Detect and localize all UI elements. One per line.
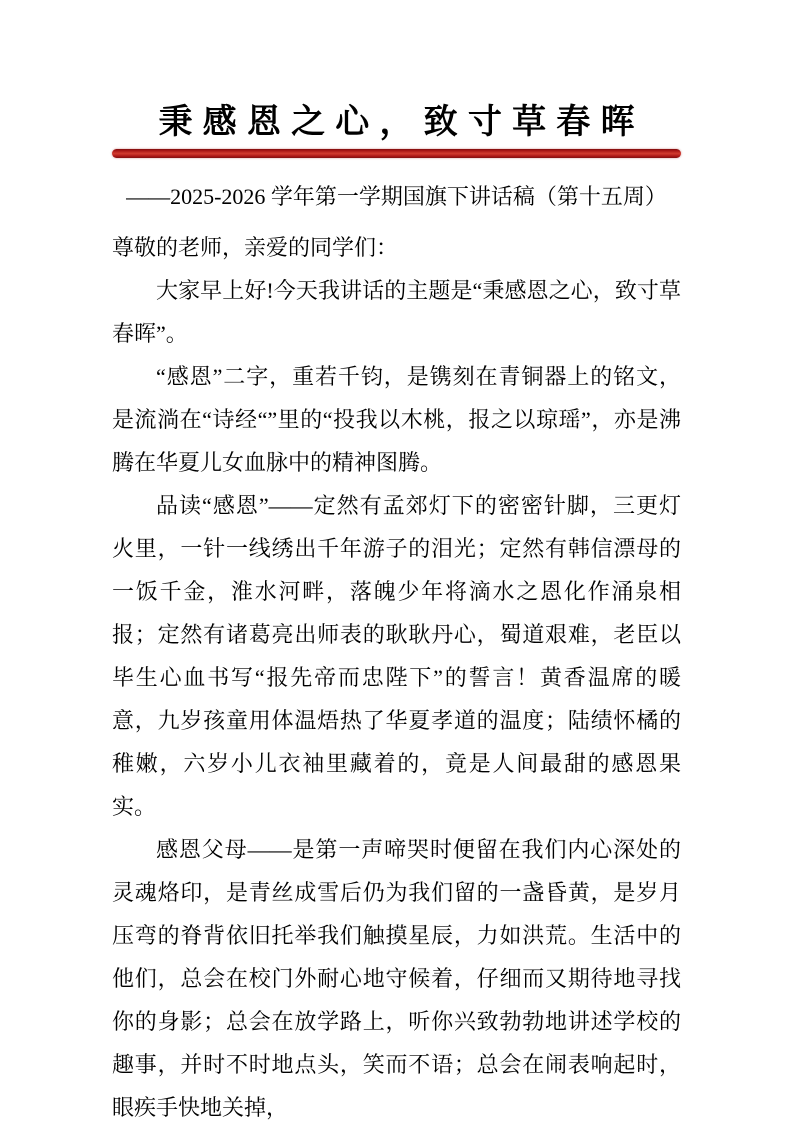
document-subtitle: ——2025-2026 学年第一学期国旗下讲话稿（第十五周） [126, 184, 667, 209]
salutation-line: 尊敬的老师，亲爱的同学们： [112, 235, 399, 260]
paragraph-gratitude-meaning: “感恩”二字，重若千钧，是镌刻在青铜器上的铭文，是流淌在“诗经“”里的“投我以木桃，报之以琼瑶”，亦是沸腾在华夏儿女血脉中的精神图腾。 [112, 364, 681, 475]
document-body [112, 226, 681, 1129]
paragraph-historical-examples: 品读“感恩”——定然有孟郊灯下的密密针脚，三更灯火里，一针一线绣出千年游子的泪光；定然有韩信漂母的一饭千金，淮水河畔，落魄少年将滴水之恩化作涌泉相报；定然有诸葛亮出师表的耿耿丹心，蜀道艰难，老臣以毕生心血书写“报先帝而忠陛下”的誓言！黄香温席的暖意，九岁孩童用体温焐热了华夏孝道的温度；陆绩怀橘的稚嫩，六岁小儿衣袖里藏着的，竟是人间最甜的感恩果实。 [112, 493, 681, 819]
paragraph-thank-parents: 感恩父母——是第一声啼哭时便留在我们内心深处的灵魂烙印，是青丝成雪后仍为我们留的一盏昏黄，是岁月压弯的脊背依旧托举我们触摸星辰，力如洪荒。生活中的他们，总会在校门外耐心地守候着，仔细而又期待地寻找你的身影；总会在放学路上，听你兴致勃勃地讲述学校的趣事，并时不时地点头，笑而不语；总会在闹表响起时，眼疾手快地关掉， [112, 837, 681, 1120]
title-underline-decoration [112, 149, 681, 158]
paragraph-greeting: 大家早上好!今天我讲话的主题是“秉感恩之心，致寸草春晖”。 [112, 278, 681, 346]
document-title: 秉感恩之心，致寸草春晖 [158, 104, 645, 141]
